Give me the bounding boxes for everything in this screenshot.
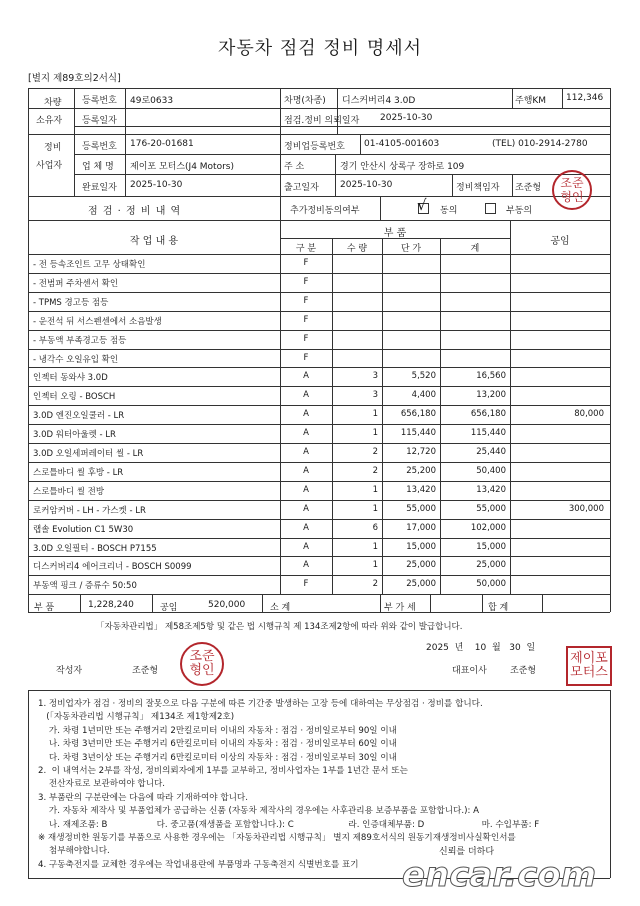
totals-labor-label: 공임 — [160, 603, 178, 613]
work-header: 작 업 내 용 — [129, 236, 179, 247]
grid-line — [28, 273, 610, 274]
notes-section — [38, 698, 598, 872]
row-unit-price: 25,000 — [406, 579, 436, 590]
row-total: 102,000 — [470, 522, 506, 533]
done-date-label: 완료일자 — [82, 183, 117, 193]
row-description: 스로틀바디 씰 전방 — [33, 486, 105, 497]
car-reg-no: 49로0633 — [130, 96, 174, 106]
car-model: 디스커버리4 3.0D — [342, 96, 416, 106]
row-unit-price: 25,000 — [406, 560, 436, 571]
grid-line — [262, 594, 263, 612]
shop-reg-no: 176-20-01681 — [130, 139, 194, 149]
grid-line — [28, 405, 610, 406]
writer-seal-stamp: 조준 형인 — [180, 642, 224, 686]
row-description: 3.0D 오일필터 - BOSCH P7155 — [33, 543, 157, 554]
row-qty: 1 — [372, 409, 378, 420]
grid-line — [28, 367, 610, 368]
row-qty: 1 — [372, 503, 378, 514]
address-label: 주 소 — [284, 162, 305, 172]
note-line: 첨부해야합니다. — [38, 846, 110, 857]
grid-line — [482, 594, 483, 612]
grid-line — [28, 462, 610, 463]
row-total: 50,400 — [476, 465, 506, 476]
grid-line — [542, 594, 543, 612]
encar-watermark: encar.com — [402, 855, 597, 895]
consent-label: 추가정비동의여부 — [290, 206, 360, 216]
company-label: 업 체 명 — [82, 162, 114, 172]
row-type: A — [303, 428, 309, 439]
row-unit-price: 656,180 — [400, 409, 436, 420]
row-qty: 2 — [372, 447, 378, 457]
row-qty: 2 — [372, 465, 378, 476]
row-type: F — [303, 333, 309, 344]
document-title: 자동차 점검 정비 명세서 — [217, 38, 423, 59]
grid-line — [28, 612, 610, 613]
grid-line — [610, 220, 611, 612]
writer-name: 조준형 — [132, 666, 159, 676]
note-line: 1. 정비업자가 점검 · 정비의 잘못으로 다음 구분에 따른 기간중 발생하는 고장 등에 대하여는 무상점검 · 정비를 합니다. — [38, 699, 483, 709]
grid-line — [80, 594, 81, 612]
grid-line — [28, 349, 610, 350]
row-unit-price: 15,000 — [406, 541, 436, 552]
labor-header: 공임 — [550, 236, 570, 247]
disagree-label: 부동의 — [506, 206, 533, 216]
row-unit-price: 55,000 — [406, 503, 436, 514]
grid-line — [430, 594, 431, 612]
row-unit-price: 12,720 — [406, 447, 436, 457]
type-header: 구 분 — [295, 244, 317, 254]
row-qty: 3 — [372, 371, 378, 382]
row-qty: 6 — [372, 522, 378, 533]
done-date: 2025-10-30 — [130, 180, 183, 190]
grid-line — [28, 481, 610, 482]
row-total: 16,560 — [476, 371, 506, 382]
grid-line — [28, 519, 610, 520]
row-total: 25,440 — [476, 447, 506, 457]
manager-label: 정비책임자 — [456, 183, 500, 193]
grid-line — [28, 443, 610, 444]
grid-line — [28, 575, 610, 576]
shop-phone: (TEL) 010-2914-2780 — [492, 139, 588, 149]
row-description: 로커암커버 - LH - 가스켓 - LR — [33, 505, 146, 516]
row-type: A — [303, 503, 309, 514]
row-total: 115,440 — [470, 428, 506, 439]
row-description: - 부동액 부족경고등 점등 — [33, 335, 127, 346]
row-type: F — [303, 258, 309, 268]
note-line: (「자동차관리법 시행규칙」 제134조 제1항제2호) — [38, 712, 235, 723]
row-qty: 1 — [372, 541, 378, 552]
row-type: F — [303, 352, 309, 363]
row-type: A — [303, 541, 309, 552]
issue-date: 2025 년 10 월 30 일 — [426, 643, 536, 653]
row-total: 15,000 — [476, 541, 506, 552]
totals-sum-label: 소 계 — [270, 603, 291, 613]
biz-reg-no: 01-4105-001603 — [364, 139, 440, 149]
note-line: 전산자료로 보관하여야 합니다. — [38, 779, 166, 790]
row-description: - 전 등속조인트 고무 상태확인 — [33, 260, 146, 270]
row-labor: 300,000 — [568, 503, 604, 514]
note-line: 3. 부품란의 구분란에는 다음에 따라 기재하여야 합니다. — [38, 792, 248, 803]
disagree-checkbox[interactable] — [485, 203, 496, 214]
note-line: 2. 이 내역서는 2부를 작성, 정비의뢰자에게 1부를 교부하고, 정비사업자는 1부를 1년간 문서 또는 — [38, 766, 408, 777]
grid-line — [380, 594, 381, 612]
row-description: 3.0D 워터아울렛 - LR — [33, 430, 116, 441]
company-name: 제이포 모터스(J4 Motors) — [130, 162, 234, 172]
agree-label: 동의 — [440, 206, 458, 216]
unit-header: 단 가 — [400, 244, 422, 254]
totals-parts: 1,228,240 — [88, 600, 134, 610]
row-total: 656,180 — [470, 409, 506, 420]
grid-line — [28, 594, 610, 595]
request-date-label: 점검.정비 의뢰일자 — [284, 116, 360, 126]
grid-line — [28, 330, 610, 331]
reg-date-label: 등록일자 — [82, 116, 117, 126]
reg-no-label: 등록번호 — [82, 96, 117, 106]
row-qty: 1 — [372, 484, 378, 495]
row-type: A — [303, 371, 309, 382]
row-type: A — [303, 560, 309, 571]
grid-line — [28, 500, 610, 501]
row-description: - 냉각수 오일유입 확인 — [33, 354, 119, 365]
row-description: 인젝터 동와샤 3.0D — [33, 373, 108, 384]
grid-line — [28, 538, 610, 539]
row-unit-price: 5,520 — [411, 371, 436, 382]
manager-name: 조준형 — [515, 183, 542, 193]
out-date: 2025-10-30 — [340, 180, 393, 190]
row-total: 13,420 — [476, 484, 506, 495]
shop-label-1: 정비 — [44, 143, 62, 153]
row-unit-price: 115,440 — [400, 428, 436, 439]
row-type: A — [303, 409, 309, 420]
row-total: 50,000 — [476, 579, 506, 590]
writer-label: 작성자 — [56, 666, 83, 676]
total-header: 계 — [470, 244, 480, 254]
row-description: 부동액 핑크 / 증류수 50:50 — [33, 581, 137, 592]
row-type: F — [303, 276, 309, 287]
note-line: 다. 차령 3년이상 또는 주행거리 6만킬로미터 이상의 자동차 : 점검 · 정비일로부터 30일 이내 — [38, 752, 397, 763]
totals-parts-label: 부 품 — [34, 603, 55, 613]
grid-line — [28, 292, 610, 293]
row-total: 25,000 — [476, 560, 506, 571]
row-type: A — [303, 484, 309, 495]
rep-name: 조준형 — [510, 666, 537, 676]
grid-line — [152, 594, 153, 612]
owner-label-1: 차량 — [44, 98, 62, 108]
row-type: A — [303, 447, 309, 457]
section-title: 점 검 · 정 비 내 역 — [88, 206, 182, 217]
row-qty: 1 — [372, 428, 378, 439]
shop-label-2: 사업자 — [36, 161, 63, 171]
shop-reg-label: 등록번호 — [82, 142, 117, 152]
row-description: - 운전석 뒤 서스펜센에서 소음발생 — [33, 316, 162, 327]
row-unit-price: 25,200 — [406, 465, 436, 476]
issue-day: 30 — [509, 643, 521, 653]
totals-vat-label: 부 가 세 — [384, 603, 416, 613]
row-unit-price: 4,400 — [411, 390, 436, 401]
biz-reg-label: 정비업등록번호 — [284, 142, 345, 152]
note-line: 나. 재제조품: B 다. 중고품(재생품을 포함합니다.): C 라. 인증대체부품: D 마. 수입부품: F — [38, 819, 540, 830]
request-date: 2025-10-30 — [380, 113, 433, 123]
parts-header: 부 품 — [383, 228, 407, 239]
row-unit-price: 13,420 — [406, 484, 436, 495]
grid-line — [28, 88, 610, 89]
note-line: 가. 차령 1년미만 또는 주행거리 2만킬로미터 이내의 자동차 : 점검 · 정비일로부터 90일 이내 — [38, 725, 397, 736]
grid-line — [28, 386, 610, 387]
row-description: 3.0D 엔진오일쿨러 - LR — [33, 411, 125, 422]
row-description: - 전범퍼 주차센서 확인 — [33, 278, 119, 289]
qty-header: 수 량 — [346, 244, 368, 254]
km-label: 주행KM — [515, 96, 547, 106]
check-mark-icon: √ — [417, 196, 427, 214]
row-description: - TPMS 경고등 점등 — [33, 297, 109, 308]
row-total: 55,000 — [476, 503, 506, 514]
issue-year: 2025 — [426, 643, 449, 653]
grid-line — [28, 311, 610, 312]
legal-statement: 「자동차관리법」 제58조제5항 및 같은 법 시행규칙 제 134조제2항에 따라 위와 같이 발급합니다. — [96, 622, 463, 632]
row-labor: 80,000 — [574, 409, 604, 420]
row-type: F — [303, 295, 309, 306]
row-type: A — [303, 390, 309, 401]
out-date-label: 출고일자 — [284, 183, 319, 193]
note-line: 4. 구동축전지를 교체한 경우에는 작업내용란에 부품명과 구동축전지 식별번호를 표기 — [38, 859, 359, 870]
address: 경기 안산시 상록구 장하로 109 — [340, 162, 465, 172]
row-qty: 1 — [372, 560, 378, 571]
note-line: 나. 차령 3년미만 또는 주행거리 6만킬로미터 이내의 자동차 : 점검 · 정비일로부터 60일 이내 — [38, 739, 397, 750]
row-description: 디스커버리4 에어크리너 - BOSCH S0099 — [33, 562, 192, 573]
rep-label: 대표이사 — [452, 666, 487, 676]
row-description: 스로틀바디 씰 후방 - LR — [33, 467, 124, 478]
issue-month: 10 — [474, 643, 487, 653]
note-line: ※ 재생정비한 원동기를 부품으로 사용한 경우에는 「자동차관리법 시행규칙」 별지 제89호서식의 원동기재생정비사실확인서를 — [38, 833, 516, 844]
company-seal-stamp: 제이포 모터스 — [566, 646, 612, 686]
manager-seal-stamp: 조준 형인 — [552, 170, 592, 210]
mileage: 112,346 — [566, 93, 604, 103]
row-type: F — [303, 314, 309, 325]
row-description: 3.0D 오일세퍼레이터 씰 - LR — [33, 449, 144, 459]
model-label: 차명(차종) — [284, 96, 326, 106]
note-line: 가. 자동차 제작사 및 부품업체가 공급하는 신품 (자동차 제작사의 경우에는 사후관리용 보증부품을 포함합니다.): A — [38, 806, 479, 817]
form-number: [별지 제89호의2서식] — [28, 73, 121, 84]
row-description: 인젝터 오링 - BOSCH — [33, 392, 116, 403]
grid-line — [28, 424, 610, 425]
row-total: 13,200 — [476, 390, 506, 401]
grid-line — [28, 254, 610, 255]
trust-slogan: 신뢰를 더하다 — [436, 844, 497, 857]
grid-line — [28, 556, 610, 557]
owner-label-2: 소유자 — [36, 116, 63, 126]
row-type: F — [303, 579, 309, 590]
row-type: A — [303, 465, 309, 476]
row-qty: 2 — [372, 579, 378, 590]
totals-total-label: 합 계 — [488, 603, 509, 613]
row-qty: 3 — [372, 390, 378, 401]
row-description: 랩솔 Evolution C1 5W30 — [33, 524, 134, 535]
row-unit-price: 17,000 — [406, 522, 436, 533]
totals-labor: 520,000 — [208, 600, 246, 610]
row-type: A — [303, 522, 309, 533]
grid-line — [28, 220, 29, 612]
